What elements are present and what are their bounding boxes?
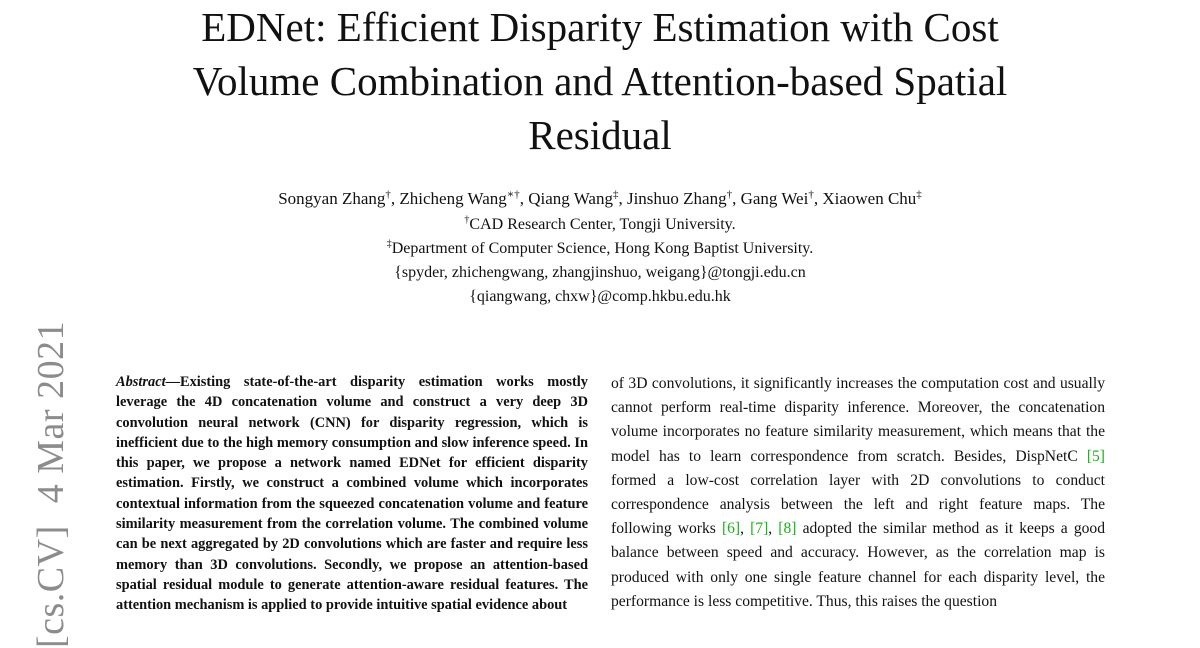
title-line: Volume Combination and Attention-based Spatial [192, 58, 1008, 104]
arxiv-stamp [28, 321, 74, 648]
abstract [116, 372, 588, 616]
citation-link[interactable]: [8] [778, 520, 797, 538]
abstract-text: Existing state-of-the-art disparity estimation works mostly leverage the 4D concatenation volume and construct a very deep 3D convolution neural network (CNN) for disparity regression, which is inefficient due to the high memory consumption and slow inference speed. In this paper, we propose a network named EDNet for efficient disparity estimation. Firstly, we construct a combined volume which incorporates contextual information from the squeezed concatenation volume and feature similarity measurement from the correlation volume. The combined volume can be next aggregated by 2D convolutions which are faster and require less memory than 3D convolutions. Secondly, we propose an attention-based spatial residual module to generate attention-aware residual features. The attention mechanism is applied to provide intuitive spatial evidence about [116, 374, 588, 614]
body-text: adopted the similar method as it keeps a good balance between speed and accuracy. However, as the correlation map is produced with only one single feature channel for each disparity level, the performance is less competitive. Thus, this raises the question [611, 520, 1106, 610]
abstract-dash: — [165, 374, 180, 390]
affiliation-text: Department of Computer Science, Hong Kong Baptist University. [391, 240, 814, 257]
affiliation-text: CAD Research Center, Tongji University. [469, 216, 736, 233]
title-line: Residual [528, 112, 672, 158]
author-list: Songyan Zhang†, Zhicheng Wang∗†, Qiang Wang‡, Jinshuo Zhang†, Gang Wei†, Xiaowen Chu‡ [278, 188, 922, 208]
author-mark: † [385, 188, 391, 201]
body-text: formed a low-cost correlation layer with 2D convolutions to conduct correspondence analysis between the left and right feature maps. The following works [611, 471, 1105, 538]
abstract-heading: Abstract [116, 374, 166, 390]
author-mark: ‡ [612, 188, 619, 201]
body-text: of 3D convolutions, it significantly increases the computation cost and usually cannot perform real-time disparity inference. Moreover, the concatenation volume incorporates no feature similarity measurement, which means that the model has to learn correspondence from scratch. Besides, DispNetC [611, 375, 1105, 465]
author-name: Songyan Zhang [278, 189, 386, 208]
author-name: Qiang Wang [528, 189, 613, 208]
citation-link[interactable]: [7] [750, 520, 769, 538]
email-line: {qiangwang, chxw}@comp.hkbu.edu.hk [469, 288, 731, 305]
author-name: Zhicheng Wang [399, 189, 507, 208]
author-mark: ‡ [916, 188, 922, 201]
body-column [611, 372, 1105, 614]
title-line: EDNet: Efficient Disparity Estimation with Cost [201, 4, 999, 50]
email-line: {spyder, zhichengwang, zhangjinshuo, weigang}@tongji.edu.cn [394, 264, 806, 281]
arxiv-date: 4 Mar 2021 [30, 320, 72, 504]
citation-separator: , [768, 520, 779, 538]
affiliation-mark: † [464, 214, 470, 226]
citation-link[interactable]: [6] [721, 520, 741, 538]
affiliation [100, 237, 1100, 261]
affiliation-mark: ‡ [386, 238, 392, 250]
author-name: Jinshuo Zhang [626, 189, 727, 208]
author-mark: ∗† [506, 188, 520, 201]
author-mark: † [808, 188, 814, 201]
citation-separator: , [740, 520, 751, 538]
author-name: Gang Wei [740, 189, 809, 208]
author-name: Xiaowen Chu [822, 189, 917, 208]
citation-link[interactable]: [5] [1086, 447, 1105, 465]
affiliation [100, 213, 1100, 237]
arxiv-category: [cs.CV] [30, 525, 72, 648]
author-mark: † [726, 188, 733, 201]
paper-title [90, 0, 1110, 162]
